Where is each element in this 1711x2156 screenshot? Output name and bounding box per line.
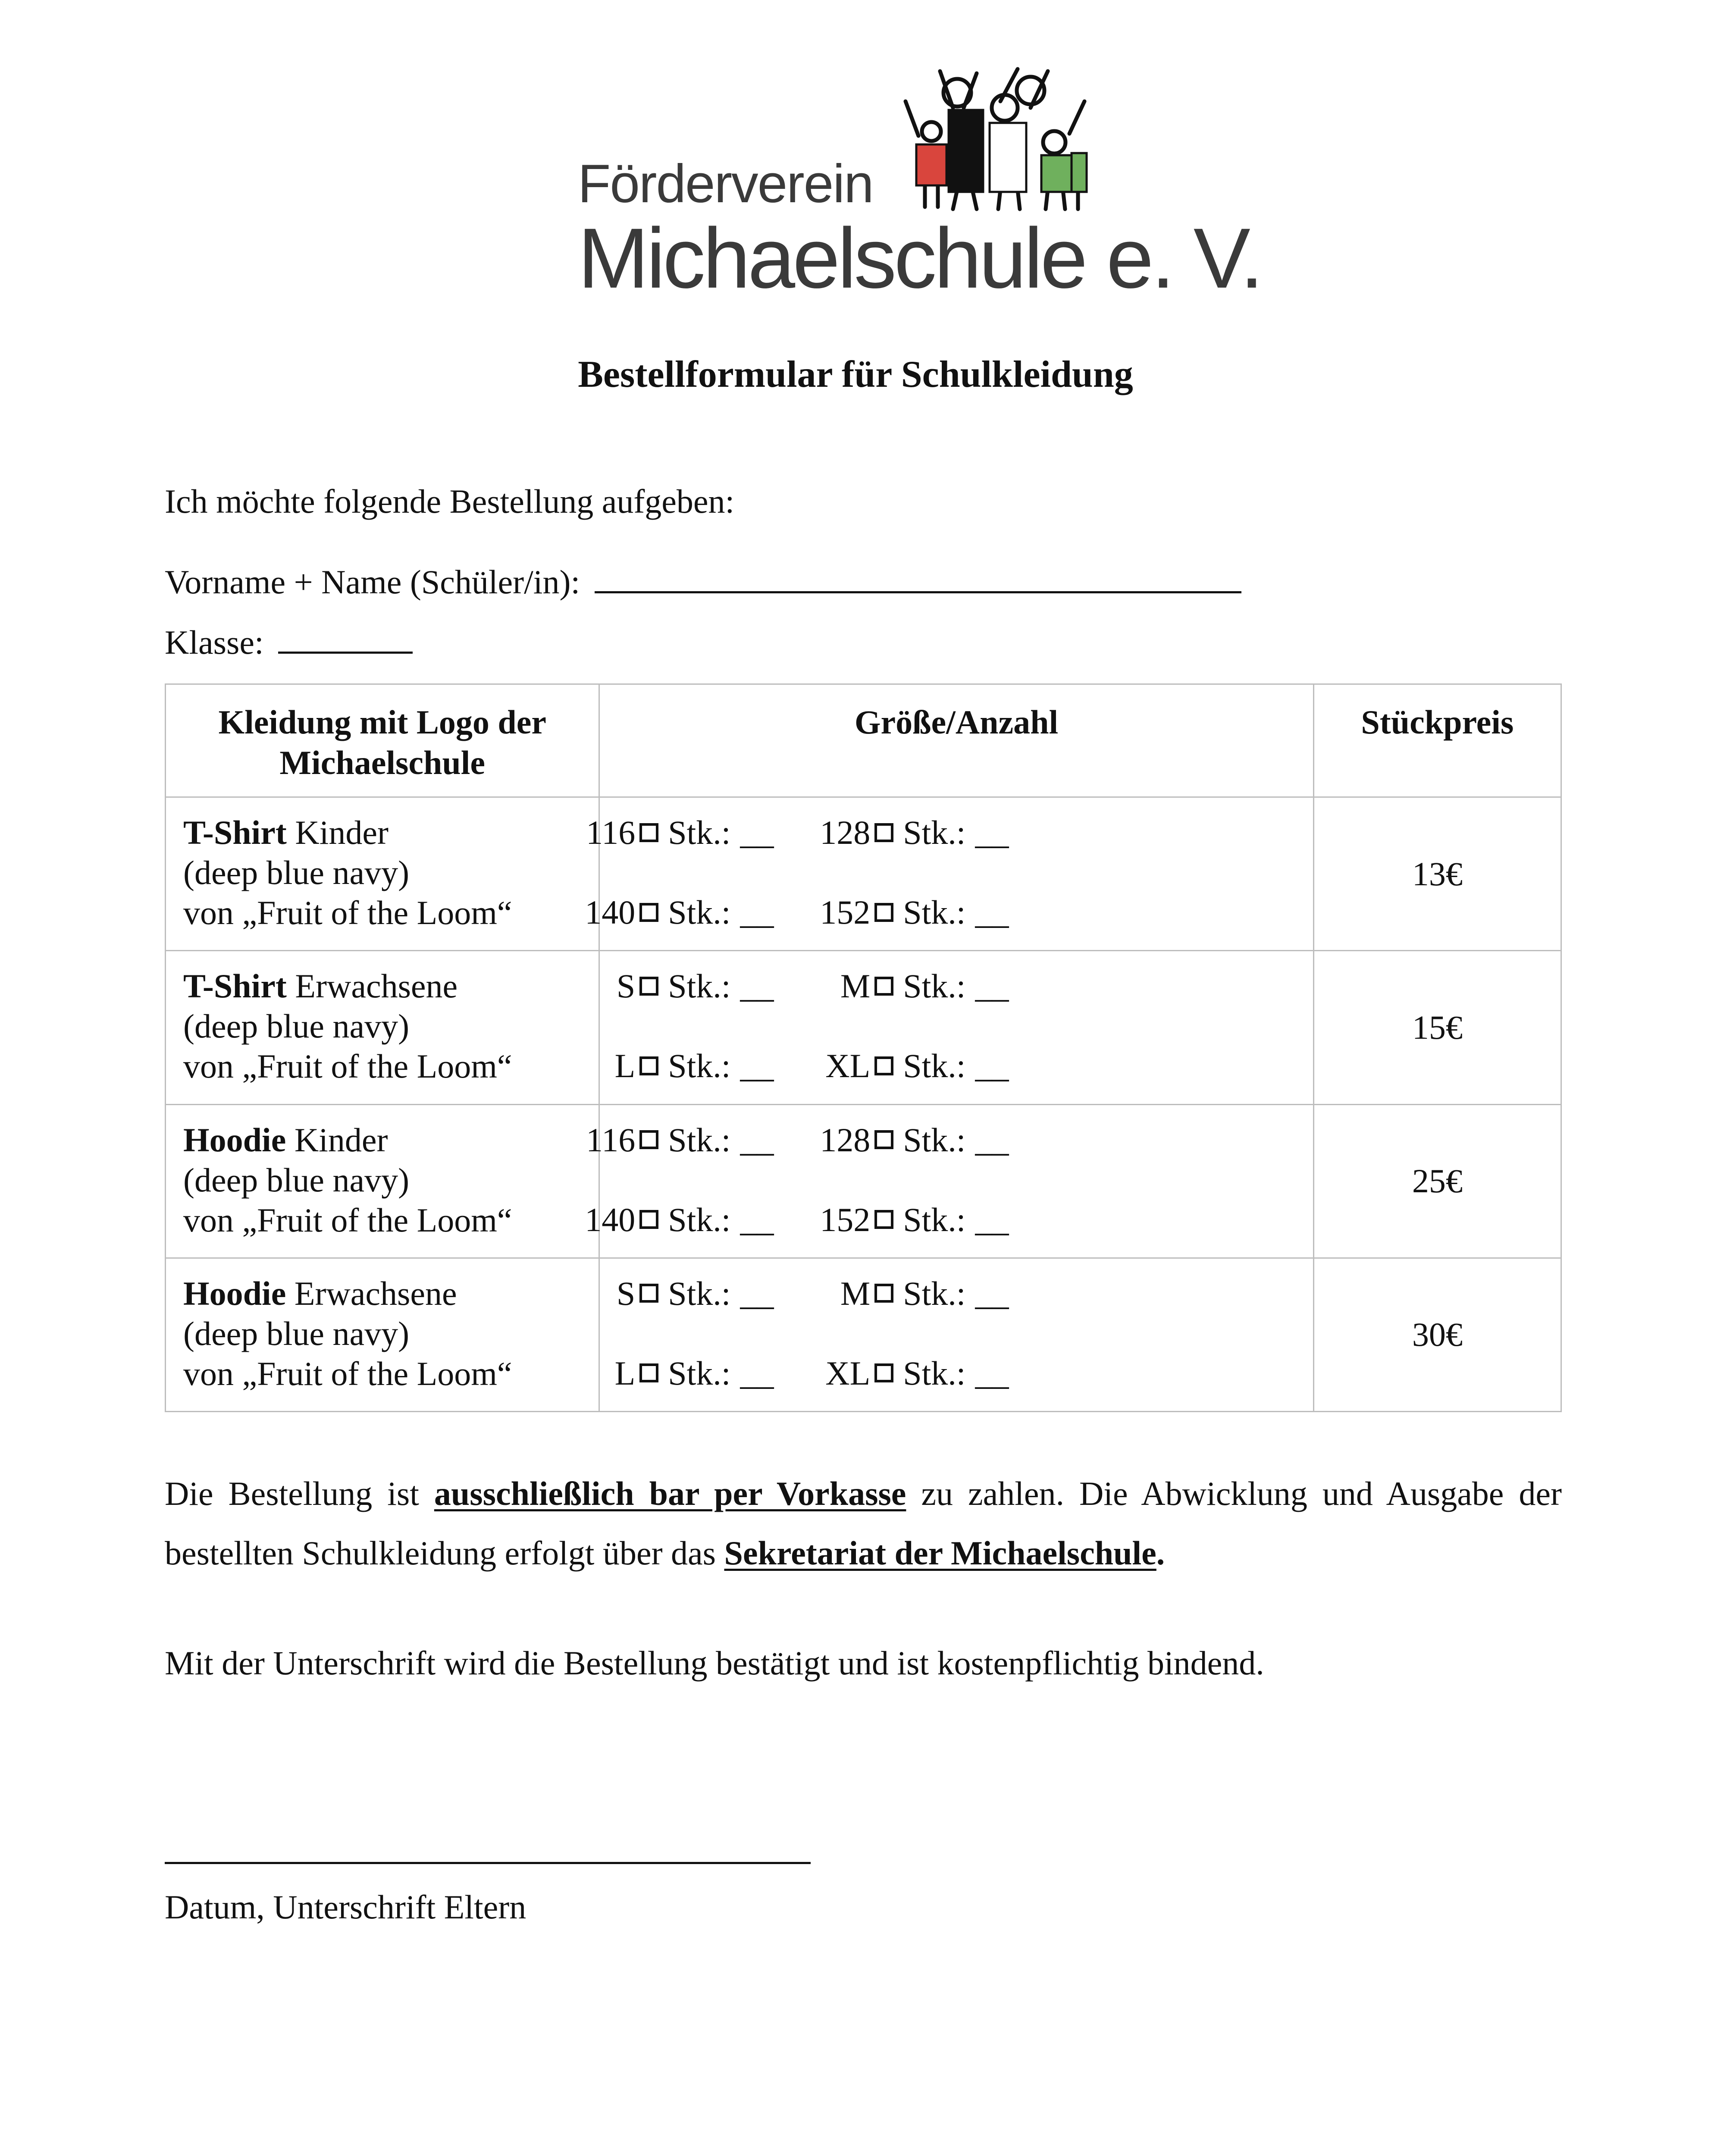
size-option <box>774 812 1009 852</box>
size-checkbox[interactable] <box>874 1284 893 1303</box>
size-label: 128 <box>820 814 871 851</box>
size-label: XL <box>825 1047 871 1085</box>
size-label: M <box>840 967 871 1005</box>
item-brand: von „Fruit of the Loom“ <box>183 1047 512 1085</box>
count-blank[interactable]: __ <box>740 893 774 931</box>
count-blank[interactable]: __ <box>740 1354 774 1392</box>
item-brand: von „Fruit of the Loom“ <box>183 1354 512 1392</box>
table-header-row <box>166 684 1561 797</box>
size-options <box>585 1104 1313 1258</box>
payment-emphasis-office: Sekretariat der Michaelschule <box>724 1534 1156 1572</box>
size-label: 140 <box>585 893 636 931</box>
size-options <box>585 797 1313 951</box>
count-blank[interactable]: __ <box>975 1354 1009 1392</box>
item-color: (deep blue navy) <box>183 1161 410 1199</box>
size-checkbox[interactable] <box>639 1363 658 1382</box>
table-row <box>166 797 1561 951</box>
size-option-row <box>586 1120 1312 1160</box>
children-figures-icon <box>888 60 1121 211</box>
size-label: 116 <box>586 814 636 851</box>
count-label: Stk.: <box>903 893 966 931</box>
size-label: 152 <box>820 893 871 931</box>
count-blank[interactable]: __ <box>740 967 774 1005</box>
size-checkbox[interactable] <box>874 903 893 922</box>
class-label: Klasse: <box>165 624 264 661</box>
count-blank[interactable]: __ <box>740 1200 774 1238</box>
size-checkbox[interactable] <box>874 1363 893 1382</box>
size-option <box>774 1046 1009 1086</box>
unit-price: 15€ <box>1313 951 1561 1104</box>
size-option <box>774 1273 1009 1313</box>
count-label: Stk.: <box>668 1047 731 1085</box>
size-option-row <box>585 1200 1312 1240</box>
size-label: M <box>840 1274 871 1312</box>
item-color: (deep blue navy) <box>183 1314 410 1352</box>
item-color: (deep blue navy) <box>183 1007 410 1045</box>
item-description <box>166 1258 599 1411</box>
size-option <box>774 1353 1009 1393</box>
size-checkbox[interactable] <box>639 1130 658 1149</box>
payment-text-3: . <box>1156 1534 1165 1572</box>
payment-text-2: zu zahlen. Die Abwicklung und Ausgabe der bestellten Schulkleidung erfolgt über das <box>165 1475 1562 1572</box>
size-option-row <box>586 812 1312 852</box>
size-label: L <box>614 1047 636 1085</box>
payment-emphasis-cash: ausschließlich bar per Vorkasse <box>434 1475 906 1512</box>
count-blank[interactable]: __ <box>740 814 774 851</box>
size-option-row <box>600 1046 1312 1086</box>
size-checkbox[interactable] <box>874 823 893 842</box>
count-blank[interactable]: __ <box>975 967 1009 1005</box>
size-option <box>586 812 774 852</box>
count-label: Stk.: <box>903 1274 966 1312</box>
table-row <box>166 1104 1561 1258</box>
size-option <box>774 1200 1009 1240</box>
count-label: Stk.: <box>668 1354 731 1392</box>
size-option-row <box>600 1353 1312 1393</box>
size-option-row <box>600 966 1312 1006</box>
header-size-count: Größe/Anzahl <box>599 684 1313 797</box>
count-label: Stk.: <box>903 1047 966 1085</box>
size-label: 116 <box>586 1121 636 1159</box>
class-input-line[interactable] <box>278 652 413 654</box>
size-option <box>586 1120 774 1160</box>
count-label: Stk.: <box>668 814 731 851</box>
size-checkbox[interactable] <box>874 977 893 996</box>
item-description <box>166 1104 599 1258</box>
count-label: Stk.: <box>668 1274 731 1312</box>
size-option <box>600 1353 774 1393</box>
size-checkbox[interactable] <box>874 1130 893 1149</box>
order-table <box>165 683 1562 1412</box>
size-checkbox[interactable] <box>639 1056 658 1075</box>
count-label: Stk.: <box>668 893 731 931</box>
logo <box>578 60 1261 306</box>
size-checkbox[interactable] <box>639 823 658 842</box>
header-unit-price: Stückpreis <box>1313 684 1561 797</box>
count-label: Stk.: <box>903 1354 966 1392</box>
size-checkbox[interactable] <box>639 977 658 996</box>
size-option <box>774 1120 1009 1160</box>
name-label: Vorname + Name (Schüler/in): <box>165 563 580 601</box>
count-blank[interactable]: __ <box>740 1274 774 1312</box>
size-checkbox[interactable] <box>874 1210 893 1229</box>
payment-paragraph <box>165 1464 1562 1583</box>
name-input-line[interactable] <box>595 591 1241 593</box>
item-brand: von „Fruit of the Loom“ <box>183 894 512 931</box>
item-color: (deep blue navy) <box>183 854 410 891</box>
count-label: Stk.: <box>668 1121 731 1159</box>
size-options <box>599 951 1313 1104</box>
item-name: Hoodie Kinder <box>183 1121 388 1159</box>
count-label: Stk.: <box>903 1121 966 1159</box>
count-label: Stk.: <box>903 1200 966 1238</box>
count-label: Stk.: <box>903 967 966 1005</box>
unit-price: 25€ <box>1313 1104 1561 1258</box>
class-line <box>165 623 413 662</box>
size-label: 152 <box>820 1200 871 1238</box>
name-line <box>165 563 1241 602</box>
count-blank[interactable]: __ <box>975 1200 1009 1238</box>
unit-price: 13€ <box>1313 797 1561 951</box>
table-row <box>166 1258 1561 1411</box>
count-blank[interactable]: __ <box>975 1274 1009 1312</box>
size-option <box>600 966 774 1006</box>
item-name: Hoodie Erwachsene <box>183 1274 457 1312</box>
size-option <box>585 892 774 932</box>
count-label: Stk.: <box>668 967 731 1005</box>
size-label: 140 <box>585 1200 636 1238</box>
item-description <box>166 797 599 951</box>
size-option <box>600 1273 774 1313</box>
header-clothing: Kleidung mit Logo der Michaelschule <box>166 684 599 797</box>
size-option <box>774 966 1009 1006</box>
intro-text: Ich möchte folgende Bestellung aufgeben: <box>165 483 735 520</box>
size-option-row <box>585 892 1312 932</box>
count-blank[interactable]: __ <box>975 1121 1009 1159</box>
table-row <box>166 951 1561 1104</box>
count-blank[interactable]: __ <box>740 1121 774 1159</box>
count-label: Stk.: <box>903 814 966 851</box>
logo-text-line1: Förderverein <box>578 154 873 214</box>
size-label: 128 <box>820 1121 871 1159</box>
size-checkbox[interactable] <box>874 1056 893 1075</box>
size-checkbox[interactable] <box>639 903 658 922</box>
size-label: S <box>616 967 636 1005</box>
size-option <box>585 1200 774 1240</box>
unit-price: 30€ <box>1313 1258 1561 1411</box>
count-blank[interactable]: __ <box>740 1047 774 1085</box>
signature-line[interactable] <box>165 1862 811 1864</box>
size-checkbox[interactable] <box>639 1284 658 1303</box>
item-name: T-Shirt Kinder <box>183 814 389 851</box>
size-checkbox[interactable] <box>639 1210 658 1229</box>
count-label: Stk.: <box>668 1200 731 1238</box>
size-label: S <box>616 1274 636 1312</box>
payment-text-1: Die Bestellung ist <box>165 1475 434 1512</box>
size-options <box>599 1258 1313 1411</box>
signature-label: Datum, Unterschrift Eltern <box>165 1888 526 1926</box>
logo-text-line2: Michaelschule e. V. <box>578 210 1261 306</box>
count-blank[interactable]: __ <box>975 893 1009 931</box>
item-brand: von „Fruit of the Loom“ <box>183 1201 512 1239</box>
size-option-row <box>600 1273 1312 1313</box>
count-blank[interactable]: __ <box>975 1047 1009 1085</box>
item-description <box>166 951 599 1104</box>
item-name: T-Shirt Erwachsene <box>183 967 458 1005</box>
count-blank[interactable]: __ <box>975 814 1009 851</box>
confirmation-text: Mit der Unterschrift wird die Bestellung bestätigt und ist kostenpflichtig bindend. <box>165 1644 1264 1682</box>
size-label: XL <box>825 1354 871 1392</box>
size-option <box>774 892 1009 932</box>
page-title: Bestellformular für Schulkleidung <box>578 354 1133 395</box>
size-option <box>600 1046 774 1086</box>
size-label: L <box>614 1354 636 1392</box>
